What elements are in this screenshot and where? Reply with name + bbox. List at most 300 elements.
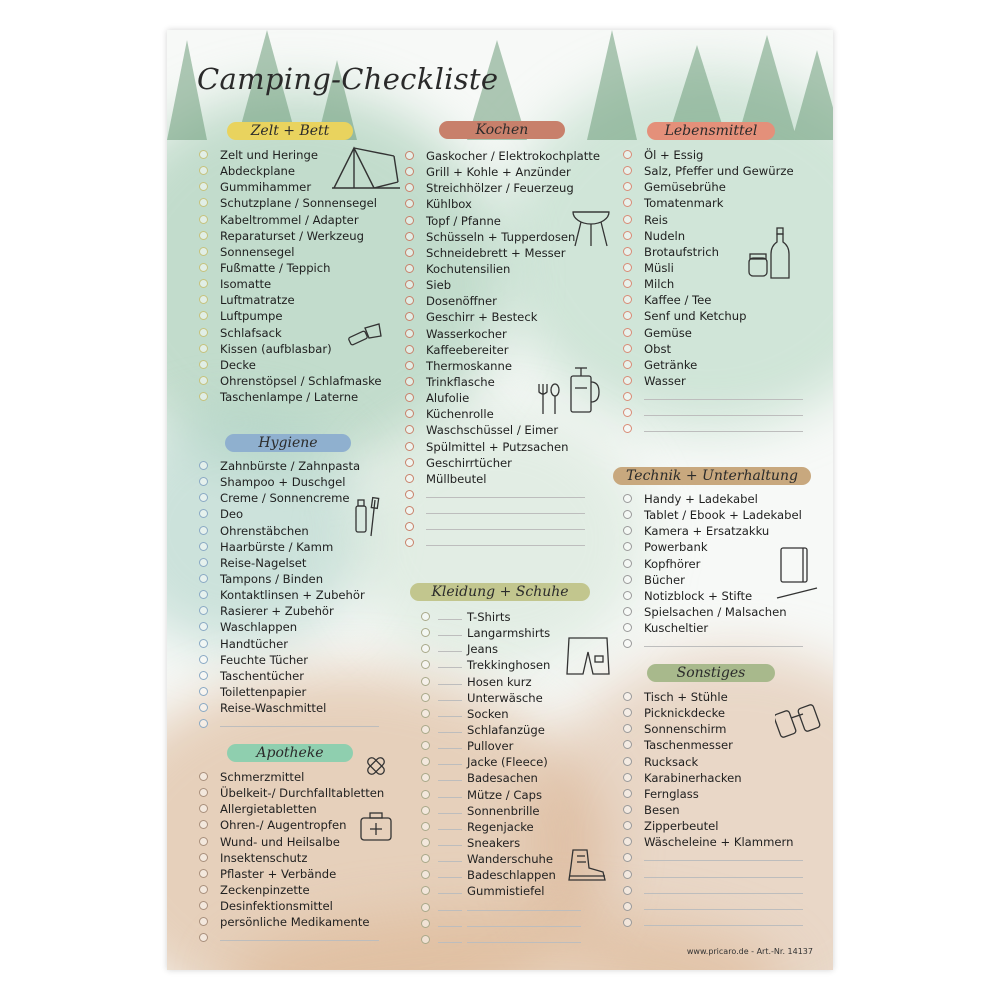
checklist-item[interactable]	[623, 883, 803, 899]
checkbox-circle[interactable]	[421, 886, 430, 895]
blank-entry-line[interactable]	[644, 877, 803, 878]
quantity-line[interactable]	[438, 926, 462, 927]
checkbox-circle[interactable]	[421, 693, 430, 702]
checkbox-circle[interactable]	[199, 655, 208, 664]
checklist-item[interactable]	[421, 803, 581, 819]
checkbox-circle[interactable]	[623, 150, 632, 159]
checklist-item[interactable]	[405, 309, 585, 325]
checklist-item[interactable]	[405, 342, 585, 358]
checklist-item[interactable]	[405, 277, 585, 293]
quantity-line[interactable]	[438, 716, 462, 717]
checklist-item[interactable]	[405, 535, 585, 551]
checkbox-circle[interactable]	[199, 392, 208, 401]
checkbox-circle[interactable]	[623, 607, 632, 616]
checkbox-circle[interactable]	[623, 757, 632, 766]
checkbox-circle[interactable]	[405, 506, 414, 515]
checkbox-circle[interactable]	[623, 344, 632, 353]
checklist-item[interactable]	[199, 898, 379, 914]
checkbox-circle[interactable]	[199, 772, 208, 781]
checkbox-circle[interactable]	[421, 854, 430, 863]
blank-entry-line[interactable]	[644, 925, 803, 926]
blank-entry-line[interactable]	[644, 893, 803, 894]
checkbox-circle[interactable]	[405, 490, 414, 499]
quantity-line[interactable]	[438, 667, 462, 668]
checklist-item[interactable]	[421, 657, 581, 673]
quantity-line[interactable]	[438, 619, 462, 620]
blank-entry-line[interactable]	[467, 910, 581, 911]
checklist-item[interactable]	[623, 292, 803, 308]
checklist-item[interactable]	[199, 834, 379, 850]
checklist-item[interactable]	[623, 405, 803, 421]
checklist-item[interactable]	[199, 930, 379, 946]
blank-entry-line[interactable]	[644, 909, 803, 910]
checkbox-circle[interactable]	[623, 198, 632, 207]
checkbox-circle[interactable]	[623, 692, 632, 701]
quantity-line[interactable]	[438, 764, 462, 765]
checkbox-circle[interactable]	[405, 183, 414, 192]
checkbox-circle[interactable]	[405, 232, 414, 241]
checkbox-circle[interactable]	[199, 917, 208, 926]
checkbox-circle[interactable]	[623, 591, 632, 600]
checklist-item[interactable]	[623, 341, 803, 357]
checklist-item[interactable]	[623, 802, 803, 818]
quantity-line[interactable]	[438, 861, 462, 862]
checkbox-circle[interactable]	[623, 360, 632, 369]
checkbox-circle[interactable]	[623, 773, 632, 782]
checkbox-circle[interactable]	[421, 660, 430, 669]
blank-entry-line[interactable]	[220, 940, 379, 941]
checkbox-circle[interactable]	[199, 477, 208, 486]
checklist-item[interactable]	[623, 507, 803, 523]
checkbox-circle[interactable]	[199, 933, 208, 942]
blank-entry-line[interactable]	[426, 529, 585, 530]
quantity-line[interactable]	[438, 651, 462, 652]
checkbox-circle[interactable]	[199, 574, 208, 583]
checkbox-circle[interactable]	[199, 719, 208, 728]
checkbox-circle[interactable]	[405, 538, 414, 547]
checklist-item[interactable]	[623, 491, 803, 507]
checklist-item[interactable]	[405, 148, 600, 164]
checkbox-circle[interactable]	[199, 703, 208, 712]
checkbox-circle[interactable]	[421, 709, 430, 718]
checklist-item[interactable]	[199, 801, 379, 817]
checkbox-circle[interactable]	[199, 247, 208, 256]
blank-entry-line[interactable]	[467, 942, 581, 943]
quantity-line[interactable]	[438, 797, 462, 798]
checklist-item[interactable]	[199, 490, 379, 506]
checkbox-circle[interactable]	[623, 918, 632, 927]
checklist-item[interactable]	[405, 519, 585, 535]
checklist-item[interactable]	[405, 261, 585, 277]
checkbox-circle[interactable]	[623, 708, 632, 717]
checkbox-circle[interactable]	[405, 474, 414, 483]
checklist-item[interactable]	[421, 932, 581, 948]
checklist-item[interactable]	[623, 308, 803, 324]
checklist-item[interactable]	[199, 587, 379, 603]
checklist-item[interactable]	[199, 636, 379, 652]
checkbox-circle[interactable]	[405, 296, 414, 305]
checkbox-circle[interactable]	[199, 671, 208, 680]
checklist-item[interactable]	[199, 652, 379, 668]
checkbox-circle[interactable]	[623, 623, 632, 632]
checkbox-circle[interactable]	[421, 612, 430, 621]
checkbox-circle[interactable]	[421, 741, 430, 750]
checklist-item[interactable]	[199, 292, 399, 308]
checklist-item[interactable]	[421, 641, 581, 657]
checkbox-circle[interactable]	[199, 215, 208, 224]
blank-entry-line[interactable]	[426, 497, 585, 498]
checkbox-circle[interactable]	[199, 526, 208, 535]
checklist-item[interactable]	[199, 523, 379, 539]
checklist-item[interactable]	[199, 244, 399, 260]
checklist-item[interactable]	[421, 787, 581, 803]
item-label: Hosen kurz	[467, 674, 532, 689]
quantity-line[interactable]	[438, 893, 462, 894]
checkbox-circle[interactable]	[421, 725, 430, 734]
checklist-item[interactable]	[421, 900, 581, 916]
checkbox-circle[interactable]	[405, 393, 414, 402]
checkbox-circle[interactable]	[623, 392, 632, 401]
checklist-item[interactable]	[199, 212, 399, 228]
checkbox-circle[interactable]	[623, 542, 632, 551]
checkbox-circle[interactable]	[623, 805, 632, 814]
checklist-item[interactable]	[199, 539, 379, 555]
checklist-item[interactable]	[421, 690, 581, 706]
checklist-item[interactable]	[421, 722, 581, 738]
checkbox-circle[interactable]	[623, 886, 632, 895]
checklist-item[interactable]	[421, 835, 581, 851]
checklist-item[interactable]	[405, 455, 585, 471]
checklist-item[interactable]	[421, 819, 581, 835]
checkbox-circle[interactable]	[623, 853, 632, 862]
item-label: Gummistiefel	[467, 884, 545, 899]
checkbox-circle[interactable]	[199, 509, 208, 518]
checklist-item[interactable]	[405, 358, 585, 374]
checkbox-circle[interactable]	[405, 425, 414, 434]
checklist-item[interactable]	[199, 276, 399, 292]
checklist-item[interactable]	[199, 571, 379, 587]
checkbox-circle[interactable]	[199, 590, 208, 599]
checkbox-circle[interactable]	[199, 198, 208, 207]
checklist-item[interactable]	[405, 503, 585, 519]
checkbox-circle[interactable]	[623, 559, 632, 568]
quantity-line[interactable]	[438, 813, 462, 814]
checkbox-circle[interactable]	[623, 182, 632, 191]
checkbox-circle[interactable]	[199, 311, 208, 320]
checkbox-circle[interactable]	[623, 295, 632, 304]
checklist-item[interactable]	[199, 195, 399, 211]
checkbox-circle[interactable]	[199, 295, 208, 304]
checklist-item[interactable]	[405, 422, 585, 438]
item-label: Luftmatratze	[220, 293, 295, 308]
quantity-line[interactable]	[438, 829, 462, 830]
checklist-item[interactable]	[623, 163, 803, 179]
checklist-item[interactable]	[405, 471, 585, 487]
quantity-line[interactable]	[438, 748, 462, 749]
checkbox-circle[interactable]	[623, 494, 632, 503]
checkbox-circle[interactable]	[405, 151, 414, 160]
checkbox-circle[interactable]	[405, 264, 414, 273]
checkbox-circle[interactable]	[199, 820, 208, 829]
blank-entry-line[interactable]	[644, 646, 803, 647]
blank-entry-line[interactable]	[644, 431, 803, 432]
checklist-item[interactable]	[421, 738, 581, 754]
quantity-line[interactable]	[438, 877, 462, 878]
checkbox-circle[interactable]	[405, 522, 414, 531]
checklist-item[interactable]	[623, 754, 803, 770]
item-label: Alufolie	[426, 391, 470, 406]
checkbox-circle[interactable]	[199, 461, 208, 470]
checklist-item[interactable]	[199, 785, 385, 801]
checkbox-circle[interactable]	[405, 248, 414, 257]
checklist-item[interactable]	[199, 555, 379, 571]
checkbox-circle[interactable]	[199, 804, 208, 813]
item-label: Abdeckplane	[220, 164, 296, 179]
checklist-item[interactable]	[623, 195, 803, 211]
checkbox-circle[interactable]	[199, 622, 208, 631]
checklist-item[interactable]	[623, 867, 803, 883]
checklist-item[interactable]	[405, 164, 585, 180]
checkbox-circle[interactable]	[623, 376, 632, 385]
quantity-line[interactable]	[438, 942, 462, 943]
checkbox-circle[interactable]	[405, 199, 414, 208]
checklist-item[interactable]	[405, 326, 585, 342]
checkbox-circle[interactable]	[405, 377, 414, 386]
blank-entry-line[interactable]	[644, 415, 803, 416]
checklist-item[interactable]	[405, 180, 585, 196]
checklist-item[interactable]	[421, 754, 581, 770]
item-label: Reis	[644, 212, 668, 227]
checkbox-circle[interactable]	[405, 329, 414, 338]
checklist-item[interactable]	[623, 834, 803, 850]
checklist-item[interactable]	[623, 421, 803, 437]
checkbox-circle[interactable]	[199, 788, 208, 797]
blank-entry-line[interactable]	[426, 545, 585, 546]
checkbox-circle[interactable]	[421, 919, 430, 928]
checkbox-circle[interactable]	[623, 231, 632, 240]
checkbox-circle[interactable]	[421, 903, 430, 912]
bandage-icon	[364, 754, 388, 778]
checkbox-circle[interactable]	[199, 837, 208, 846]
checkbox-circle[interactable]	[421, 677, 430, 686]
checkbox-circle[interactable]	[199, 869, 208, 878]
checklist-item[interactable]	[199, 817, 379, 833]
checkbox-circle[interactable]	[199, 901, 208, 910]
item-label: Getränke	[644, 357, 698, 372]
checkbox-circle[interactable]	[421, 822, 430, 831]
checklist-item[interactable]	[623, 523, 803, 539]
checklist-item[interactable]	[421, 706, 581, 722]
checkbox-circle[interactable]	[623, 724, 632, 733]
blank-entry-line[interactable]	[644, 860, 803, 861]
checkbox-circle[interactable]	[405, 280, 414, 289]
checkbox-circle[interactable]	[405, 345, 414, 354]
quantity-line[interactable]	[438, 700, 462, 701]
checklist-item[interactable]	[405, 487, 585, 503]
checklist-item[interactable]	[199, 684, 379, 700]
checkbox-circle[interactable]	[199, 231, 208, 240]
item-label: Allergietabletten	[220, 802, 317, 817]
checkbox-circle[interactable]	[199, 166, 208, 175]
checkbox-circle[interactable]	[623, 575, 632, 584]
checklist-item[interactable]	[623, 325, 803, 341]
checkbox-circle[interactable]	[199, 542, 208, 551]
checklist-item[interactable]	[623, 850, 803, 866]
checklist-item[interactable]	[199, 389, 399, 405]
blank-entry-line[interactable]	[220, 726, 379, 727]
checklist-item[interactable]	[199, 506, 379, 522]
checklist-item[interactable]	[623, 818, 803, 834]
checkbox-circle[interactable]	[623, 510, 632, 519]
checklist-item[interactable]	[199, 474, 379, 490]
checklist-item[interactable]	[199, 716, 379, 732]
blank-entry-line[interactable]	[426, 513, 585, 514]
checkbox-circle[interactable]	[421, 757, 430, 766]
heading-apotheke: Apotheke	[227, 744, 353, 762]
item-label: Ohren-/ Augentropfen	[220, 818, 347, 833]
checklist-item[interactable]	[199, 458, 379, 474]
checklist-item[interactable]	[623, 899, 803, 915]
checkbox-circle[interactable]	[199, 279, 208, 288]
item-label: Trekkinghosen	[467, 658, 551, 673]
checklist-item[interactable]	[421, 674, 581, 690]
checkbox-circle[interactable]	[623, 789, 632, 798]
quantity-line[interactable]	[438, 845, 462, 846]
checklist-item[interactable]	[421, 851, 581, 867]
checklist-item[interactable]	[421, 609, 581, 625]
checkbox-circle[interactable]	[405, 442, 414, 451]
checkbox-circle[interactable]	[199, 885, 208, 894]
checkbox-circle[interactable]	[623, 328, 632, 337]
checkbox-circle[interactable]	[421, 838, 430, 847]
checkbox-circle[interactable]	[199, 150, 208, 159]
checklist-item[interactable]	[623, 620, 803, 636]
checklist-item[interactable]	[623, 915, 803, 931]
checkbox-circle[interactable]	[623, 408, 632, 417]
checklist-item[interactable]	[623, 147, 803, 163]
checkbox-circle[interactable]	[421, 790, 430, 799]
quantity-line[interactable]	[438, 635, 462, 636]
checklist-item[interactable]	[623, 179, 803, 195]
checklist-item[interactable]	[199, 228, 399, 244]
checklist-item[interactable]	[405, 439, 585, 455]
checkbox-circle[interactable]	[623, 424, 632, 433]
checklist-item[interactable]	[199, 866, 379, 882]
checkbox-circle[interactable]	[623, 639, 632, 648]
checkbox-circle[interactable]	[199, 639, 208, 648]
checklist-item[interactable]	[623, 636, 803, 652]
checklist-item[interactable]	[623, 373, 803, 389]
checklist-item[interactable]	[421, 770, 581, 786]
checkbox-circle[interactable]	[421, 773, 430, 782]
checkbox-circle[interactable]	[421, 806, 430, 815]
checkbox-circle[interactable]	[405, 167, 414, 176]
checkbox-circle[interactable]	[405, 216, 414, 225]
checklist-item[interactable]	[623, 604, 803, 620]
checklist-item[interactable]	[199, 850, 379, 866]
checkbox-circle[interactable]	[405, 361, 414, 370]
checklist-item[interactable]	[623, 770, 803, 786]
checklist-item[interactable]	[421, 867, 581, 883]
checkbox-circle[interactable]	[421, 644, 430, 653]
checkbox-circle[interactable]	[199, 182, 208, 191]
checkbox-circle[interactable]	[623, 279, 632, 288]
checklist-item[interactable]	[199, 357, 399, 373]
checkbox-circle[interactable]	[405, 458, 414, 467]
checklist-item[interactable]	[405, 245, 585, 261]
quantity-line[interactable]	[438, 910, 462, 911]
checklist-item[interactable]	[199, 882, 379, 898]
checkbox-circle[interactable]	[199, 687, 208, 696]
checklist-item[interactable]	[199, 260, 399, 276]
checkbox-circle[interactable]	[199, 344, 208, 353]
checkbox-circle[interactable]	[199, 360, 208, 369]
checkbox-circle[interactable]	[199, 606, 208, 615]
checkbox-circle[interactable]	[623, 215, 632, 224]
checklist-item[interactable]	[623, 786, 803, 802]
checkbox-circle[interactable]	[623, 740, 632, 749]
checkbox-circle[interactable]	[421, 628, 430, 637]
checkbox-circle[interactable]	[623, 311, 632, 320]
checklist-item[interactable]	[199, 700, 379, 716]
checklist-item[interactable]	[405, 213, 585, 229]
checkbox-circle[interactable]	[623, 247, 632, 256]
checkbox-circle[interactable]	[623, 870, 632, 879]
checklist-item[interactable]	[405, 293, 585, 309]
checkbox-circle[interactable]	[623, 166, 632, 175]
checkbox-circle[interactable]	[199, 493, 208, 502]
checkbox-circle[interactable]	[623, 902, 632, 911]
blank-entry-line[interactable]	[644, 399, 803, 400]
checkbox-circle[interactable]	[199, 376, 208, 385]
checkbox-circle[interactable]	[199, 558, 208, 567]
checklist-item[interactable]	[199, 668, 379, 684]
checkbox-circle[interactable]	[421, 935, 430, 944]
checklist-item[interactable]	[421, 625, 581, 641]
checkbox-circle[interactable]	[623, 837, 632, 846]
checklist-item[interactable]	[199, 769, 379, 785]
checkbox-circle[interactable]	[405, 409, 414, 418]
checklist-item[interactable]	[421, 883, 581, 899]
list-hygiene	[199, 458, 379, 732]
checklist-item[interactable]	[199, 619, 379, 635]
quantity-line[interactable]	[438, 684, 462, 685]
checklist-item[interactable]	[199, 914, 379, 930]
quantity-line[interactable]	[438, 732, 462, 733]
checkbox-circle[interactable]	[199, 328, 208, 337]
checkbox-circle[interactable]	[623, 263, 632, 272]
item-label: Sonnenbrille	[467, 803, 540, 818]
checkbox-circle[interactable]	[623, 526, 632, 535]
quantity-line[interactable]	[438, 780, 462, 781]
checklist-item[interactable]	[421, 916, 581, 932]
checkbox-circle[interactable]	[405, 312, 414, 321]
checklist-item[interactable]	[405, 229, 585, 245]
item-label: Grill + Kohle + Anzünder	[426, 165, 571, 180]
checkbox-circle[interactable]	[199, 263, 208, 272]
checkbox-circle[interactable]	[623, 821, 632, 830]
checkbox-circle[interactable]	[421, 870, 430, 879]
checklist-item[interactable]	[405, 196, 585, 212]
item-label: Trinkflasche	[426, 374, 495, 389]
checklist-item[interactable]	[199, 603, 379, 619]
checklist-item[interactable]	[199, 373, 399, 389]
checklist-item[interactable]	[623, 357, 803, 373]
checklist-item[interactable]	[623, 389, 803, 405]
checkbox-circle[interactable]	[199, 853, 208, 862]
blank-entry-line[interactable]	[467, 926, 581, 927]
item-label: Milch	[644, 277, 675, 292]
